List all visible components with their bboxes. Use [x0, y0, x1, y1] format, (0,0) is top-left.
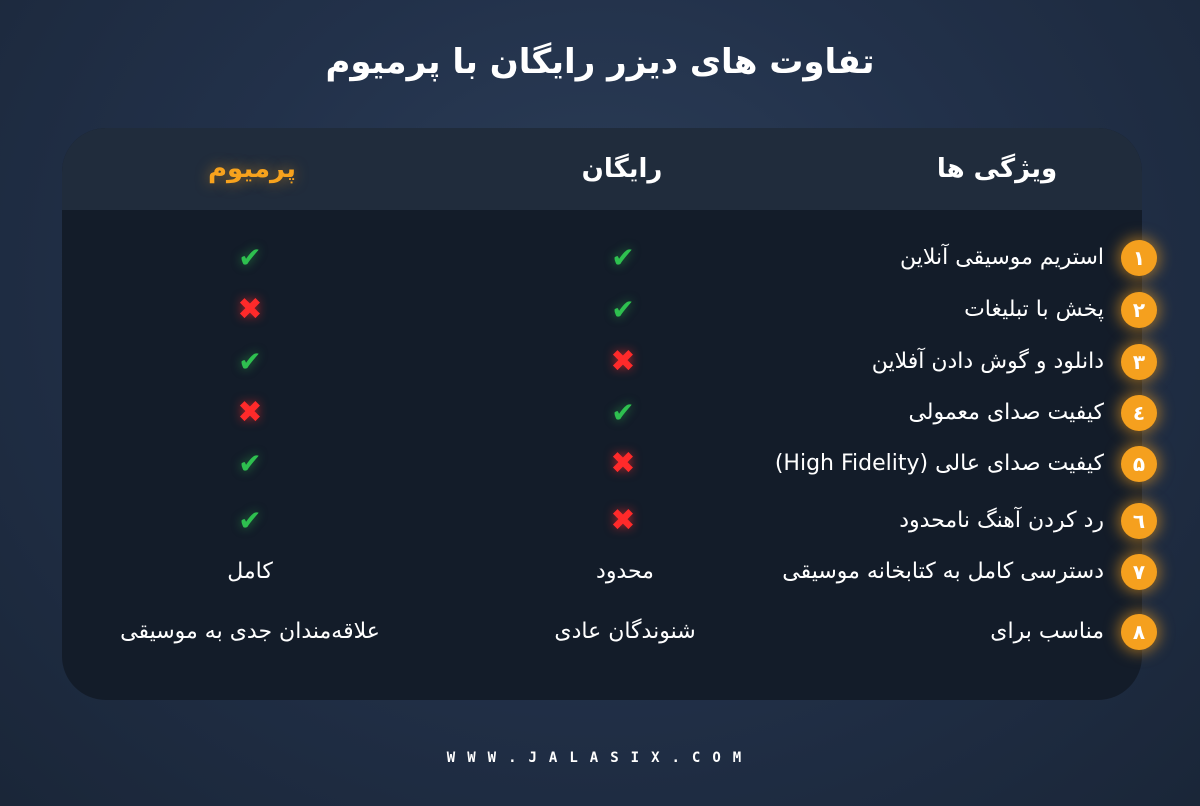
- row-number-badge: ٤: [1121, 395, 1157, 431]
- table-row: [0, 501, 1200, 541]
- cross-icon: ✖: [237, 292, 263, 327]
- header-premium: پرمیوم: [207, 154, 296, 184]
- feature-label: رد کردن آهنگ نامحدود: [899, 508, 1104, 533]
- check-icon: ✔: [611, 396, 635, 429]
- feature-label: پخش با تبلیغات: [964, 297, 1104, 322]
- row-number-badge: ۸: [1121, 614, 1157, 650]
- feature-label: کیفیت صدای معمولی: [908, 400, 1104, 425]
- header-free: رایگان: [581, 154, 663, 184]
- table-row: [0, 290, 1200, 330]
- check-icon: ✔: [611, 293, 635, 326]
- check-icon: ✔: [238, 241, 262, 274]
- feature-label: دانلود و گوش دادن آفلاین: [871, 349, 1104, 374]
- table-row: [0, 552, 1200, 592]
- page-title: تفاوت های دیزر رایگان با پرمیوم: [325, 42, 875, 82]
- row-number-badge: ۷: [1121, 554, 1157, 590]
- table-row: [0, 444, 1200, 484]
- free-value: شنوندگان عادی: [554, 619, 696, 644]
- premium-value: کامل: [227, 559, 273, 584]
- check-icon: ✔: [611, 241, 635, 274]
- cross-icon: ✖: [610, 446, 636, 481]
- table-header: [62, 128, 1142, 210]
- row-number-badge: ۱: [1121, 240, 1157, 276]
- table-row: [0, 612, 1200, 652]
- row-number-badge: ٦: [1121, 503, 1157, 539]
- cross-icon: ✖: [610, 344, 636, 379]
- cross-icon: ✖: [237, 395, 263, 430]
- feature-label: دسترسی کامل به کتابخانه موسیقی: [782, 559, 1104, 584]
- header-features: ویژگی ها: [936, 154, 1058, 184]
- free-value: محدود: [596, 559, 654, 584]
- website-url: WWW.JALASIX.COM: [446, 750, 754, 766]
- row-number-badge: ۲: [1121, 292, 1157, 328]
- premium-value: علاقه‌مندان جدی به موسیقی: [120, 619, 380, 644]
- feature-label: استریم موسیقی آنلاین: [900, 245, 1104, 270]
- row-number-badge: ۳: [1121, 344, 1157, 380]
- feature-label: کیفیت صدای عالی (High Fidelity): [774, 451, 1104, 476]
- row-number-badge: ۵: [1121, 446, 1157, 482]
- check-icon: ✔: [238, 345, 262, 378]
- table-row: [0, 342, 1200, 382]
- feature-label: مناسب برای: [990, 619, 1104, 644]
- table-row: [0, 393, 1200, 433]
- check-icon: ✔: [238, 504, 262, 537]
- table-row: [0, 238, 1200, 278]
- check-icon: ✔: [238, 447, 262, 480]
- cross-icon: ✖: [610, 503, 636, 538]
